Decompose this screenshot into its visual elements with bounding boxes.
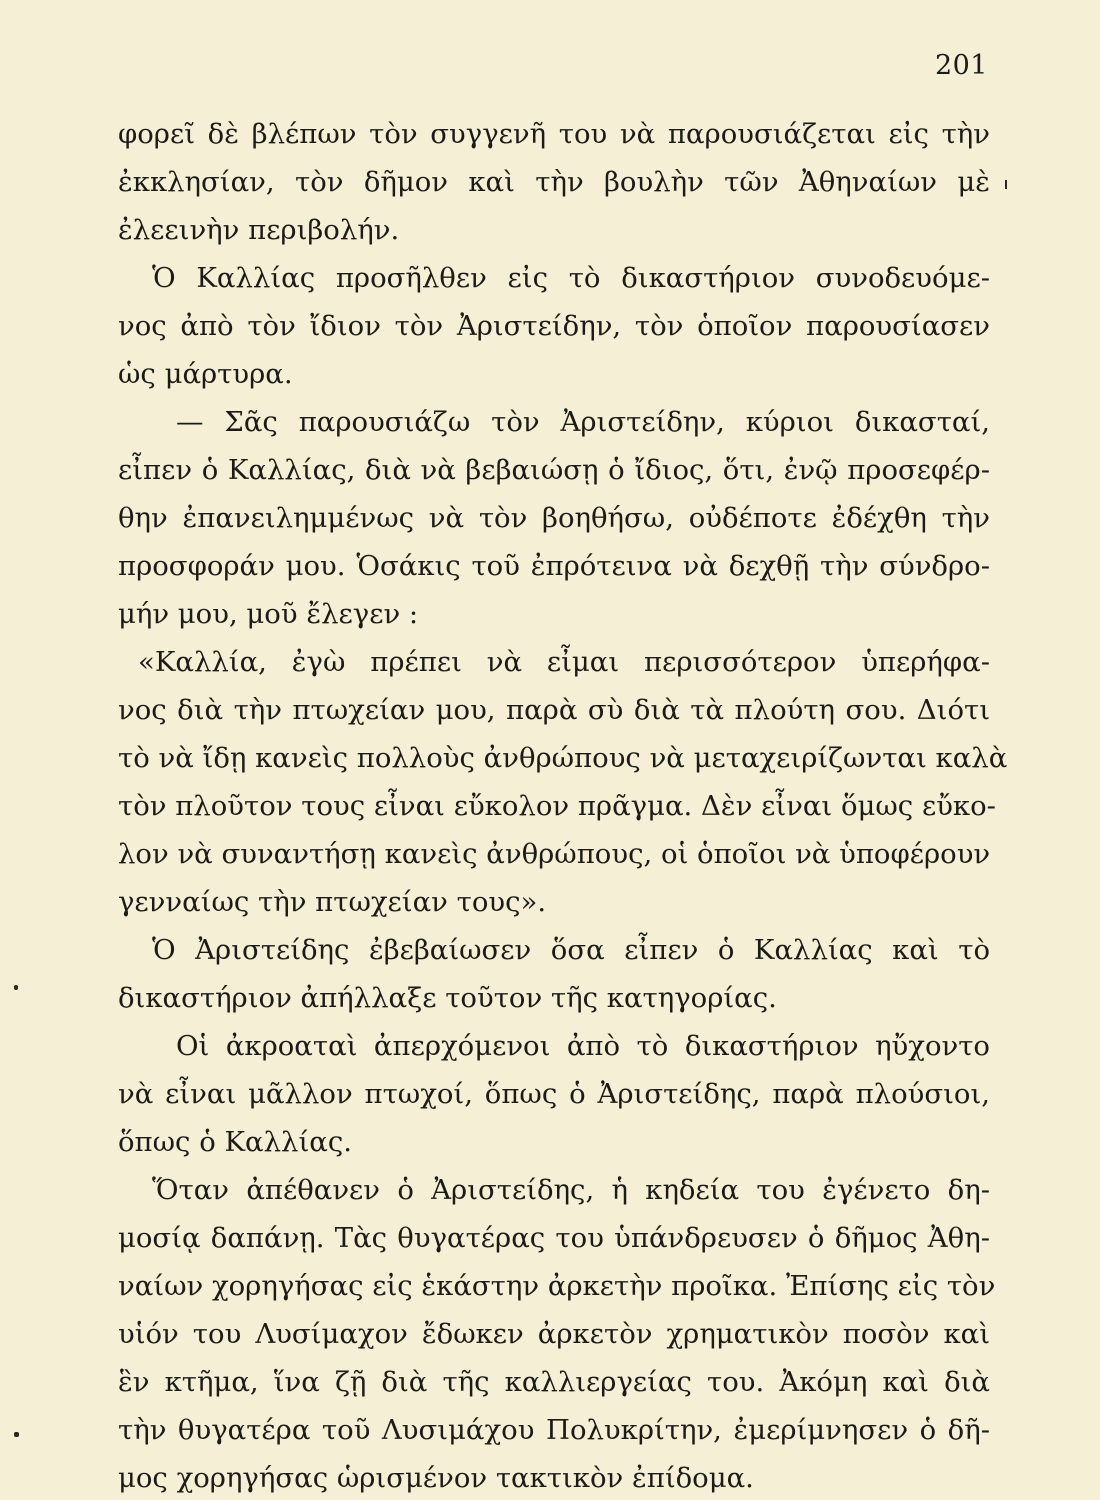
text-line: τὴν θυγατέρα τοῦ Λυσιμάχου Πολυκρίτην, ἐμερίμνησεν ὁ δῆ- [118,1414,990,1446]
text-line: υἱόν του Λυσίμαχον ἔδωκεν ἀρκετὸν χρηματικὸν ποσὸν καὶ [118,1318,990,1350]
text-line: ὡς μάρτυρα. [118,358,293,390]
text-line: εἶπεν ὁ Καλλίας, διὰ νὰ βεβαιώσῃ ὁ ἴδιος, ὅτι, ἐνῷ προσεφέρ- [118,454,990,486]
text-line: νος διὰ τὴν πτωχείαν μου, παρὰ σὺ διὰ τὰ πλούτη σου. Διότι [118,694,990,726]
text-line: λον νὰ συναντήσῃ κανεὶς ἀνθρώπους, οἱ ὁποῖοι νὰ ὑποφέρουν [118,838,991,870]
text-line: μήν μου, μοῦ ἔλεγεν : [118,598,419,630]
text-line: φορεῖ δὲ βλέπων τὸν συγγενῆ του νὰ παρουσιάζεται εἰς τὴν [118,118,990,150]
margin-speck [14,1432,19,1437]
text-line: δικαστήριον ἀπήλλαξε τοῦτον τῆς κατηγορίας. [118,982,777,1014]
text-line: Ὁ Ἀριστείδης ἐβεβαίωσεν ὅσα εἶπεν ὁ Καλλίας καὶ τὸ [152,934,990,966]
text-line: προσφοράν μου. Ὁσάκις τοῦ ἐπρότεινα νὰ δεχθῇ τὴν σύνδρο- [118,550,990,582]
text-line: ἐλεεινὴν περιβολήν. [118,214,400,246]
text-line: νος ἀπὸ τὸν ἴδιον τὸν Ἀριστείδην, τὸν ὁποῖον παρουσίασεν [118,310,990,342]
margin-speck [14,985,18,990]
text-line: γενναίως τὴν πτωχείαν τους». [118,886,547,918]
text-line: ναίων χορηγήσας εἰς ἑκάστην ἀρκετὴν προῖκα. Ἐπίσης εἰς τὸν [118,1270,996,1302]
text-line: ὅπως ὁ Καλλίας. [118,1126,352,1158]
body-text [118,110,1008,1500]
text-line: μοσίᾳ δαπάνῃ. Τὰς θυγατέρας του ὑπάνδρευσεν ὁ δῆμος Ἀθη- [118,1222,990,1254]
text-line: «Καλλία, ἐγὼ πρέπει νὰ εἶμαι περισσότερον ὑπερήφα- [138,646,990,678]
text-line: νὰ εἶναι μᾶλλον πτωχοί, ὅπως ὁ Ἀριστείδης, παρὰ πλούσιοι, [118,1078,990,1110]
text-line: ἐκκλησίαν, τὸν δῆμον καὶ τὴν βουλὴν τῶν Ἀθηναίων μὲ [118,166,990,198]
text-line: Ὁ Καλλίας προσῆλθεν εἰς τὸ δικαστήριον συνοδευόμε- [152,262,990,294]
text-line: Ὅταν ἀπέθανεν ὁ Ἀριστείδης, ἡ κηδεία του ἐγένετο δη- [152,1174,990,1206]
text-line: θην ἐπανειλημμένως νὰ τὸν βοηθήσω, οὐδέποτε ἐδέχθη τὴν [118,502,990,534]
text-line: τὸ νὰ ἴδῃ κανεὶς πολλοὺς ἀνθρώπους νὰ μεταχειρίζωνται καλὰ [118,742,1008,774]
text-line: — Σᾶς παρουσιάζω τὸν Ἀριστείδην, κύριοι δικασταί, [176,406,990,438]
text-line: μος χορηγήσας ὡρισμένον τακτικὸν ἐπίδομα. [118,1462,754,1494]
text-line: τὸν πλοῦτον τους εἶναι εὔκολον πρᾶγμα. Δὲν εἶναι ὅμως εὔκο- [118,790,996,822]
text-line: Οἱ ἀκροαταὶ ἀπερχόμενοι ἀπὸ τὸ δικαστήριον ηὔχοντο [176,1030,990,1062]
text-line: ἓν κτῆμα, ἵνα ζῇ διὰ τῆς καλλιεργείας του. Ἀκόμη καὶ διὰ [118,1366,990,1398]
margin-speck [1005,180,1007,189]
page-number: 201 [934,50,988,81]
